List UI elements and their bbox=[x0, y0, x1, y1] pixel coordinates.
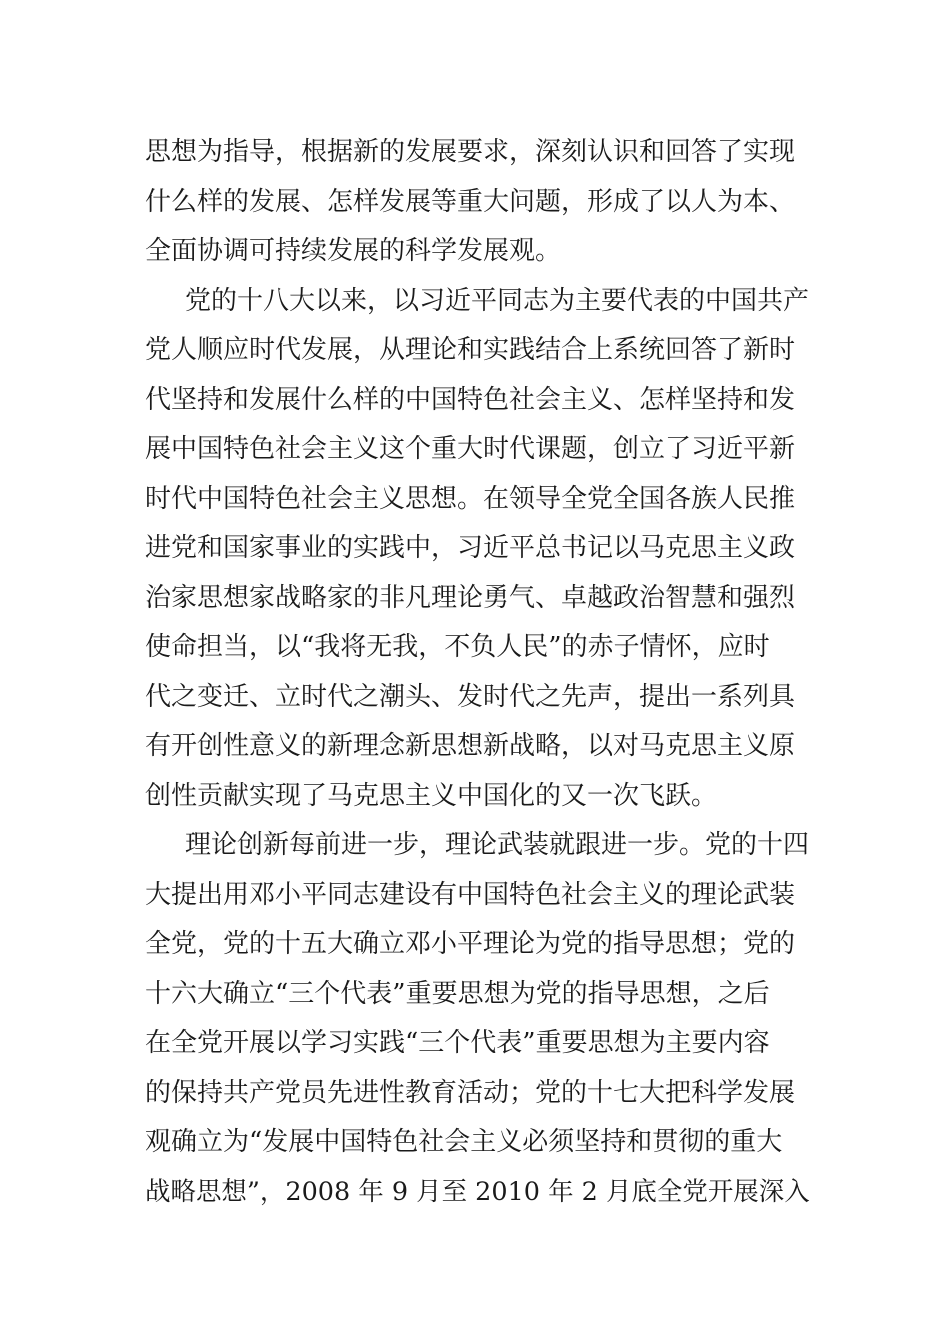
text-line: 党人顺应时代发展，从理论和实践结合上系统回答了新时 bbox=[145, 335, 796, 365]
text-line: 理论创新每前进一步，理论武装就跟进一步。党的十四 bbox=[185, 830, 810, 860]
text-line: 创性贡献实现了马克思主义中国化的又一次飞跃。 bbox=[145, 780, 718, 811]
text-line: 思想为指导，根据新的发展要求，深刻认识和回答了实现 bbox=[145, 137, 796, 167]
text-line: 观确立为“发展中国特色社会主义必须坚持和贯彻的重大 bbox=[145, 1127, 783, 1157]
text-line: 代之变迁、立时代之潮头、发时代之先声，提出一系列具 bbox=[145, 681, 796, 712]
text-line: 代坚持和发展什么样的中国特色社会主义、怎样坚持和发 bbox=[145, 384, 796, 415]
text-line: 进党和国家事业的实践中，习近平总书记以马克思主义政 bbox=[145, 533, 796, 563]
text-line: 什么样的发展、怎样发展等重大问题，形成了以人为本、 bbox=[145, 186, 796, 217]
text-line: 战略思想”，2008 年 9 月至 2010 年 2 月底全党开展深入 bbox=[145, 1176, 810, 1207]
paragraph bbox=[145, 821, 810, 1217]
paragraph bbox=[145, 277, 810, 822]
text-line: 党的十八大以来，以习近平同志为主要代表的中国共产 bbox=[185, 285, 810, 316]
text-line: 时代中国特色社会主义思想。在领导全党全国各族人民推 bbox=[145, 483, 796, 514]
text-line: 的保持共产党员先进性教育活动；党的十七大把科学发展 bbox=[145, 1077, 796, 1108]
text-line: 全面协调可持续发展的科学发展观。 bbox=[145, 236, 562, 266]
paragraph bbox=[145, 128, 810, 277]
text-line: 有开创性意义的新理念新思想新战略，以对马克思主义原 bbox=[145, 731, 796, 761]
text-line: 使命担当，以“我将无我，不负人民”的赤子情怀，应时 bbox=[145, 632, 770, 662]
body-text bbox=[145, 128, 810, 1217]
text-line: 十六大确立“三个代表”重要思想为党的指导思想，之后 bbox=[145, 978, 770, 1009]
text-line: 大提出用邓小平同志建设有中国特色社会主义的理论武装 bbox=[145, 879, 796, 910]
text-line: 展中国特色社会主义这个重大时代课题，创立了习近平新 bbox=[145, 434, 796, 464]
text-line: 在全党开展以学习实践“三个代表”重要思想为主要内容 bbox=[145, 1028, 770, 1058]
text-line: 全党，党的十五大确立邓小平理论为党的指导思想；党的 bbox=[145, 929, 796, 959]
text-line: 治家思想家战略家的非凡理论勇气、卓越政治智慧和强烈 bbox=[145, 582, 796, 613]
